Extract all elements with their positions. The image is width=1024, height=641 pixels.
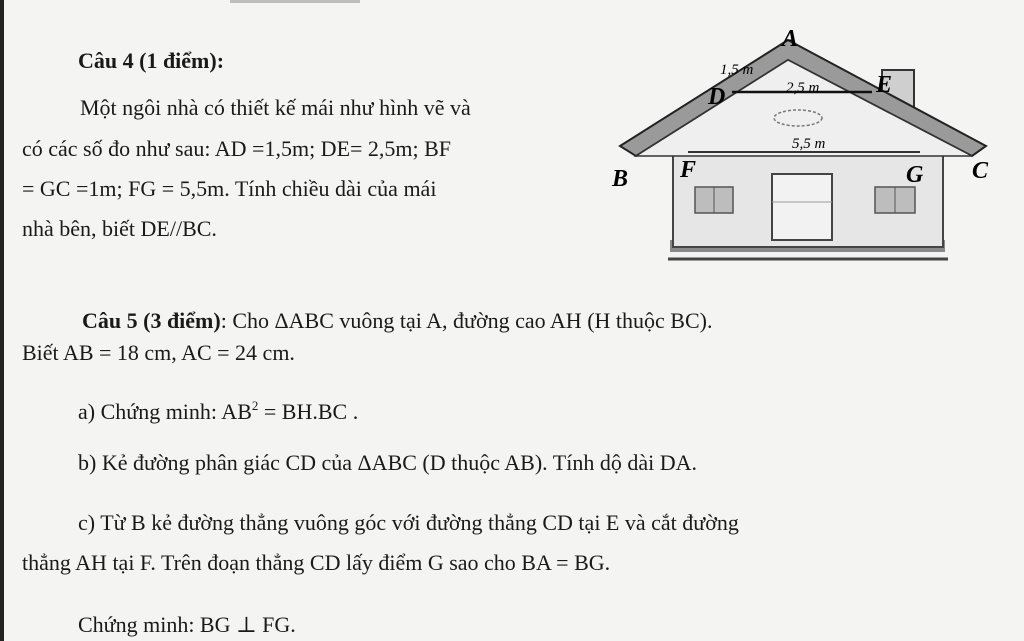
scan-left-edge <box>0 0 4 641</box>
q5-part-c-line-3: Chứng minh: BG ⊥ FG. <box>78 612 296 637</box>
label-B: B <box>612 166 629 192</box>
q5-part-a <box>78 393 358 425</box>
q4-title: Câu 4 (1 điểm): <box>78 48 225 73</box>
q5-part-a-exponent: 2 <box>251 398 259 413</box>
q5-given: Biết AB = 18 cm, AC = 24 cm. <box>22 340 295 365</box>
house-roof-figure <box>610 22 1010 282</box>
q5-intro: : Cho ΔABC vuông tại A, đường cao AH (H thuộc BC). <box>220 308 713 333</box>
label-C: C <box>972 158 989 184</box>
q4-line-2: có các số đo như sau: AD =1,5m; DE= 2,5m; BF <box>22 136 452 161</box>
q5-intro-line <box>82 308 712 334</box>
label-FG: 5,5 m <box>792 136 826 152</box>
scan-top-artifact <box>230 0 360 3</box>
label-AD: 1,5 m <box>720 62 754 78</box>
house-door <box>772 174 832 240</box>
q4-line-3: = GC =1m; FG = 5,5m. Tính chiều dài của mái <box>22 176 437 201</box>
q5-part-c-line-1: c) Từ B kẻ đường thẳng vuông góc với đường thẳng CD tại E và cắt đường <box>78 510 739 535</box>
label-F: F <box>680 157 697 183</box>
label-E: E <box>876 72 893 98</box>
q5-part-b: b) Kẻ đường phân giác CD của ΔABC (D thuộc AB). Tính dộ dài DA. <box>78 450 697 475</box>
q5-title: Câu 5 (3 điểm) <box>82 308 221 333</box>
label-A: A <box>782 26 799 52</box>
label-D: D <box>708 84 726 110</box>
q4-line-1: Một ngôi nhà có thiết kế mái như hình vẽ và <box>80 95 471 120</box>
q4-line-4: nhà bên, biết DE//BC. <box>22 216 217 241</box>
label-DE: 2,5 m <box>786 80 820 96</box>
q5-part-c-line-2: thẳng AH tại F. Trên đoạn thẳng CD lấy điểm G sao cho BA = BG. <box>22 550 611 575</box>
q5-part-a-suffix: = BH.BC . <box>258 399 359 424</box>
label-G: G <box>906 162 924 188</box>
q5-part-a-prefix: a) Chứng minh: AB <box>78 399 252 424</box>
